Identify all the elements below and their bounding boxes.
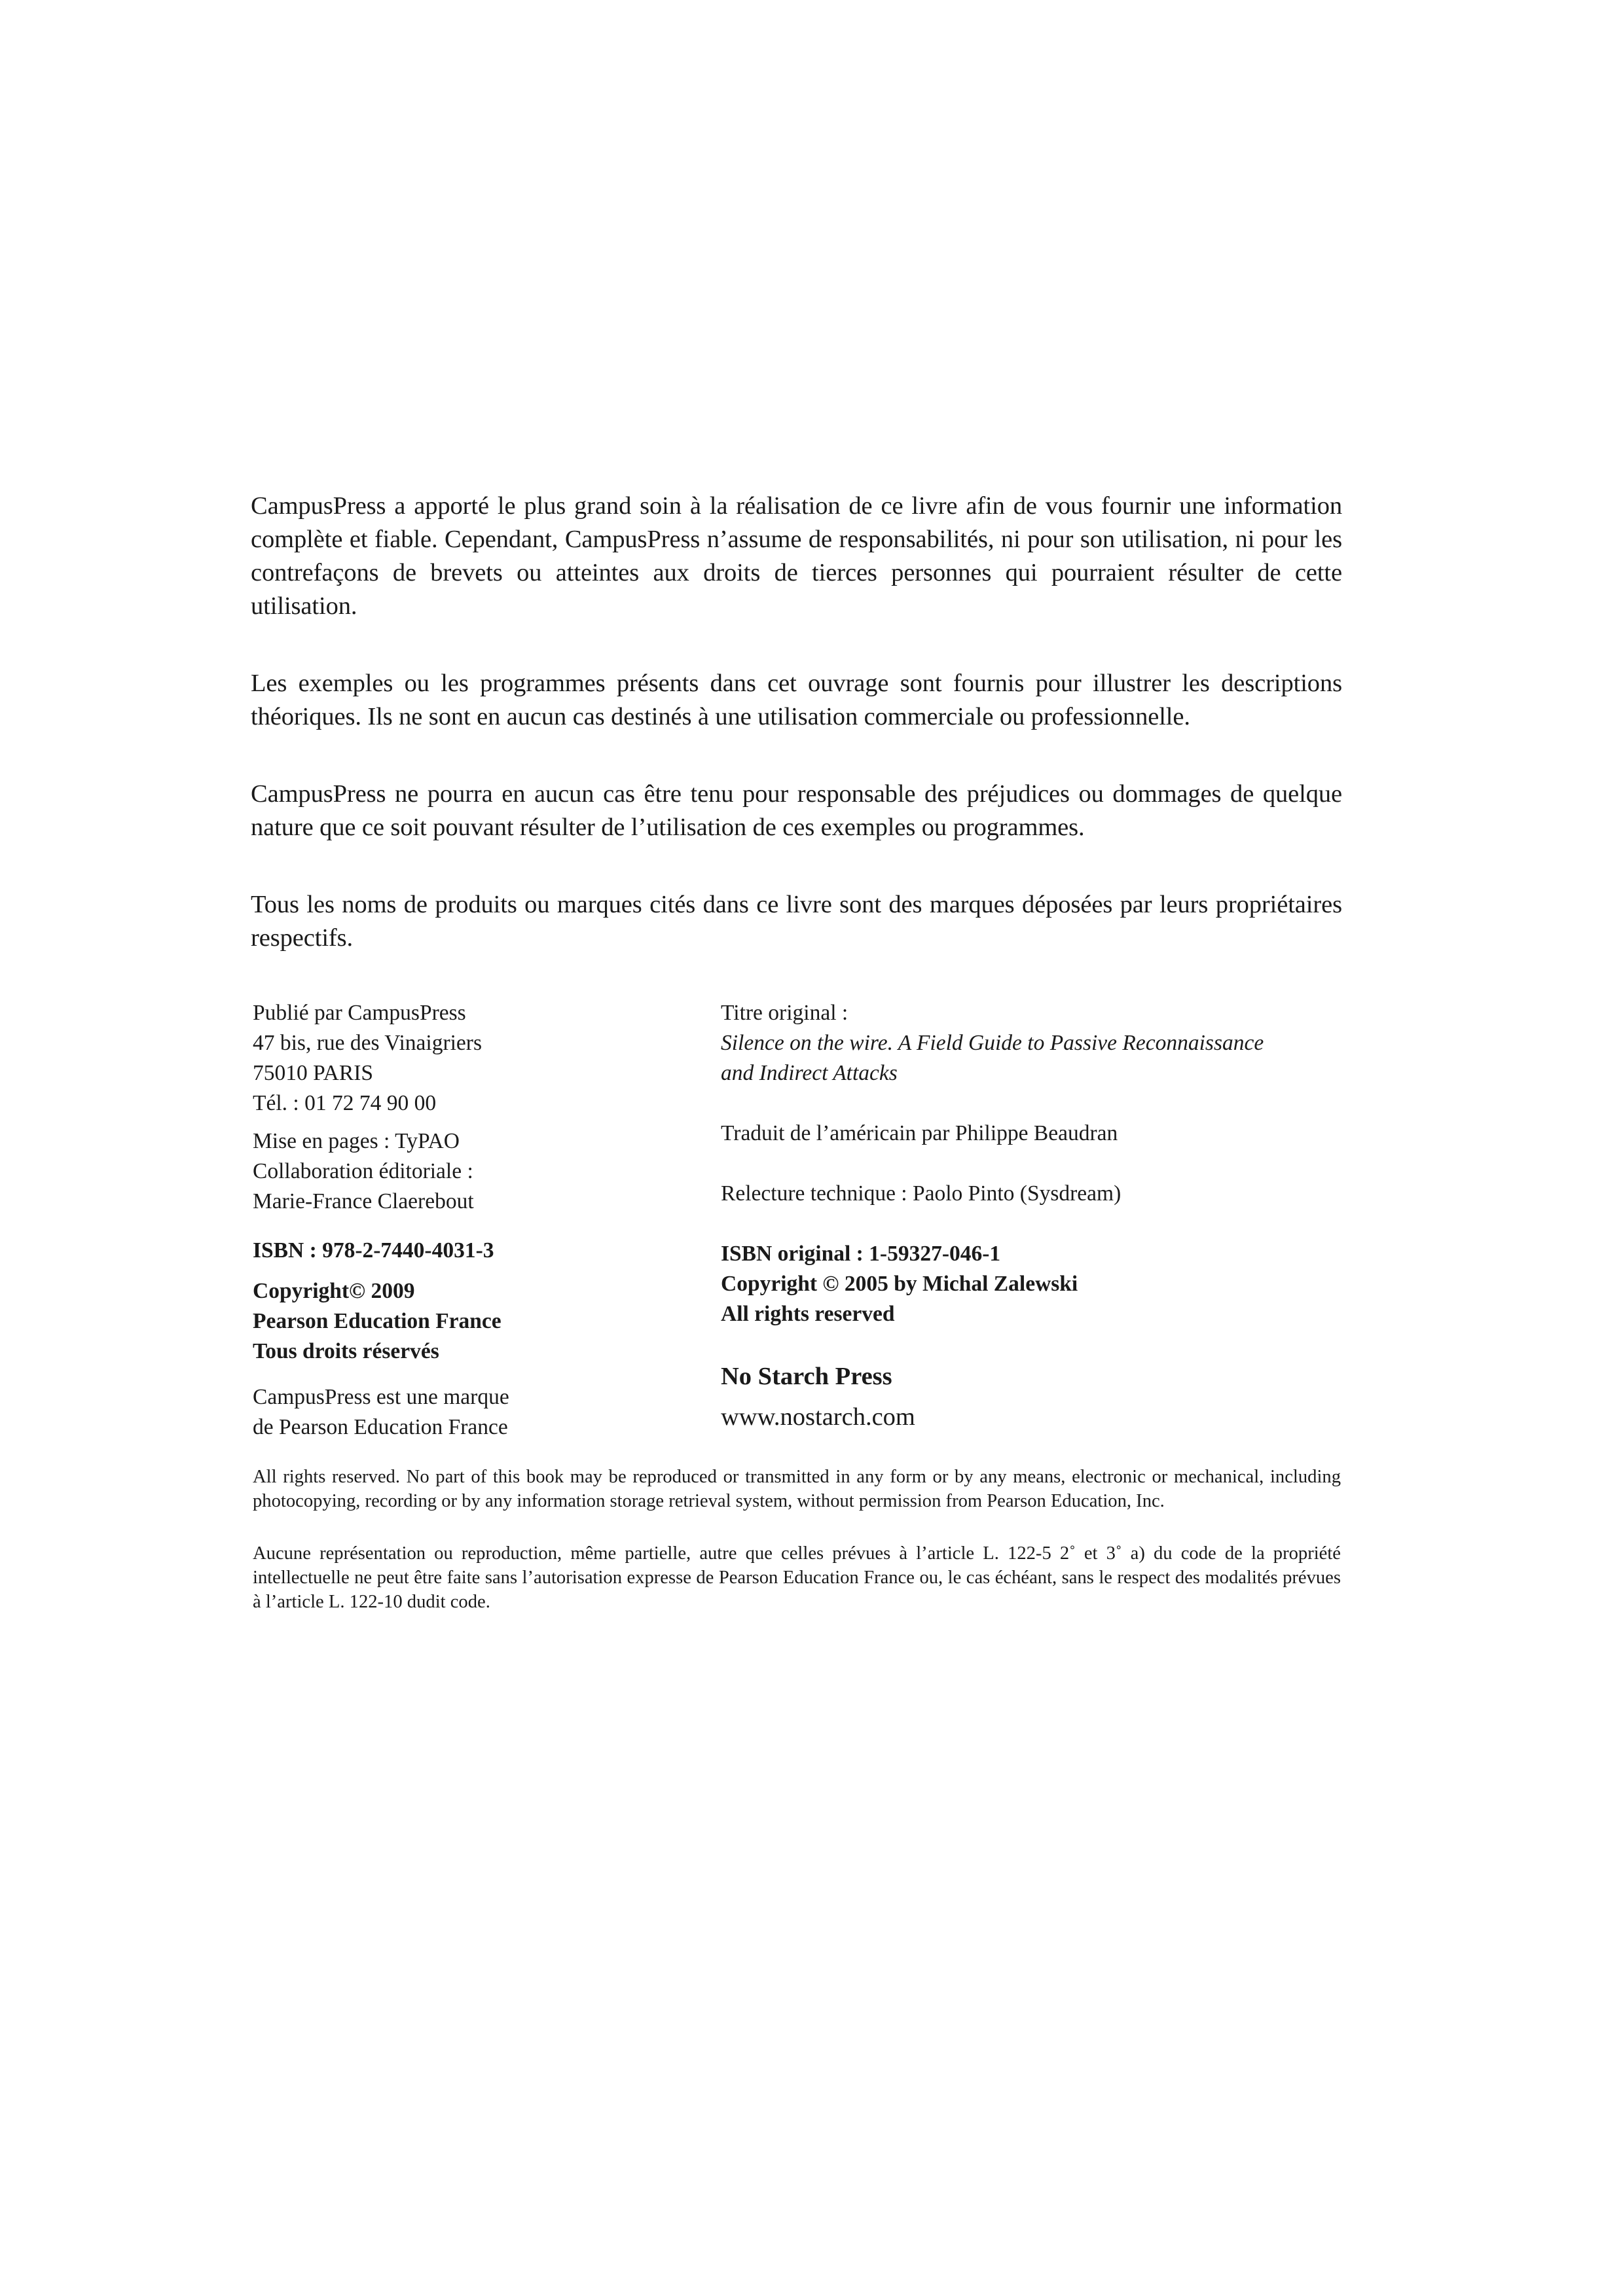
publisher-name: Publié par CampusPress	[253, 1001, 466, 1025]
original-title-line-1: Silence on the wire. A Field Guide to Passive Reconnaissance	[721, 1031, 1264, 1055]
legal-notice-french: Aucune représentation ou reproduction, même partielle, autre que celles prévues à l’article L. 122-5 2˚ et 3˚ a) du code de la propriété intellectuelle ne peut être faite sans l’autorisation expresse de Pearson Education France ou, le cas échéant, sans le respect des modalités prévues à l’article L. 122-10 dudit code.	[253, 1543, 1341, 1612]
disclaimer-section	[251, 490, 1342, 955]
publisher-address-city: 75010 PARIS	[253, 1061, 374, 1085]
trademark-block	[253, 1382, 509, 1443]
editorial-name: Marie-France Claerebout	[253, 1189, 474, 1213]
trademark-line-2: de Pearson Education France	[253, 1415, 508, 1439]
editorial-label: Collaboration éditoriale :	[253, 1159, 473, 1183]
original-rights-block	[721, 1239, 1078, 1329]
trademark-line-1: CampusPress est une marque	[253, 1385, 509, 1409]
legal-notice-english: All rights reserved. No part of this book may be reproduced or transmitted in any form or by any means, electronic or mechanical, including photocopying, recording or by any information storage retrieval system, without permission from Pearson Education, Inc.	[253, 1467, 1341, 1511]
disclaimer-paragraph-damages: CampusPress ne pourra en aucun cas être tenu pour responsable des préjudices ou dommages de quelque nature que ce soit pouvant résulter de l’utilisation de ces exemples ou programmes.	[251, 780, 1342, 841]
legal-notices	[253, 1465, 1341, 1642]
original-title-label: Titre original :	[721, 1001, 848, 1025]
disclaimer-paragraph-liability: CampusPress a apporté le plus grand soin à la réalisation de ce livre afin de vous fournir une information complète et fiable. Cependant, CampusPress n’assume de responsabilités, ni pour son utilisation, ni pour les contrefaçons de brevets ou atteintes aux droits de tierces personnes qui pourraient résulter de cette utilisation.	[251, 492, 1342, 620]
press-name: No Starch Press	[721, 1363, 892, 1390]
original-copyright: Copyright © 2005 by Michal Zalewski	[721, 1272, 1078, 1296]
publisher-block	[253, 998, 482, 1119]
publisher-address-street: 47 bis, rue des Vinaigriers	[253, 1031, 482, 1055]
copyright-holder: Pearson Education France	[253, 1309, 501, 1333]
original-title-line-2: and Indirect Attacks	[721, 1061, 898, 1085]
original-title-block	[721, 998, 1264, 1088]
disclaimer-paragraph-trademarks: Tous les noms de produits ou marques cités dans ce livre sont des marques déposées par leurs propriétaires respectifs.	[251, 891, 1342, 952]
translator-credit: Traduit de l’américain par Philippe Beaudran	[721, 1121, 1118, 1145]
layout-credit: Mise en pages : TyPAO	[253, 1129, 460, 1153]
copyright-block	[253, 1276, 501, 1367]
rights-notice: Tous droits réservés	[253, 1339, 439, 1363]
press-website: www.nostarch.com	[721, 1403, 915, 1431]
credits-block	[253, 1126, 474, 1217]
technical-review-credit: Relecture technique : Paolo Pinto (Sysdream)	[721, 1181, 1122, 1206]
isbn: ISBN : 978-2-7440-4031-3	[253, 1238, 494, 1263]
original-rights-reserved: All rights reserved	[721, 1302, 895, 1326]
copyright-year: Copyright© 2009	[253, 1279, 415, 1303]
publisher-phone: Tél. : 01 72 74 90 00	[253, 1091, 437, 1115]
colophon	[253, 998, 1340, 1456]
isbn-original: ISBN original : 1-59327-046-1	[721, 1242, 1001, 1266]
disclaimer-paragraph-examples: Les exemples ou les programmes présents dans cet ouvrage sont fournis pour illustrer les descriptions théoriques. Ils ne sont en aucun cas destinés à une utilisation commerciale ou professionnelle.	[251, 670, 1342, 730]
